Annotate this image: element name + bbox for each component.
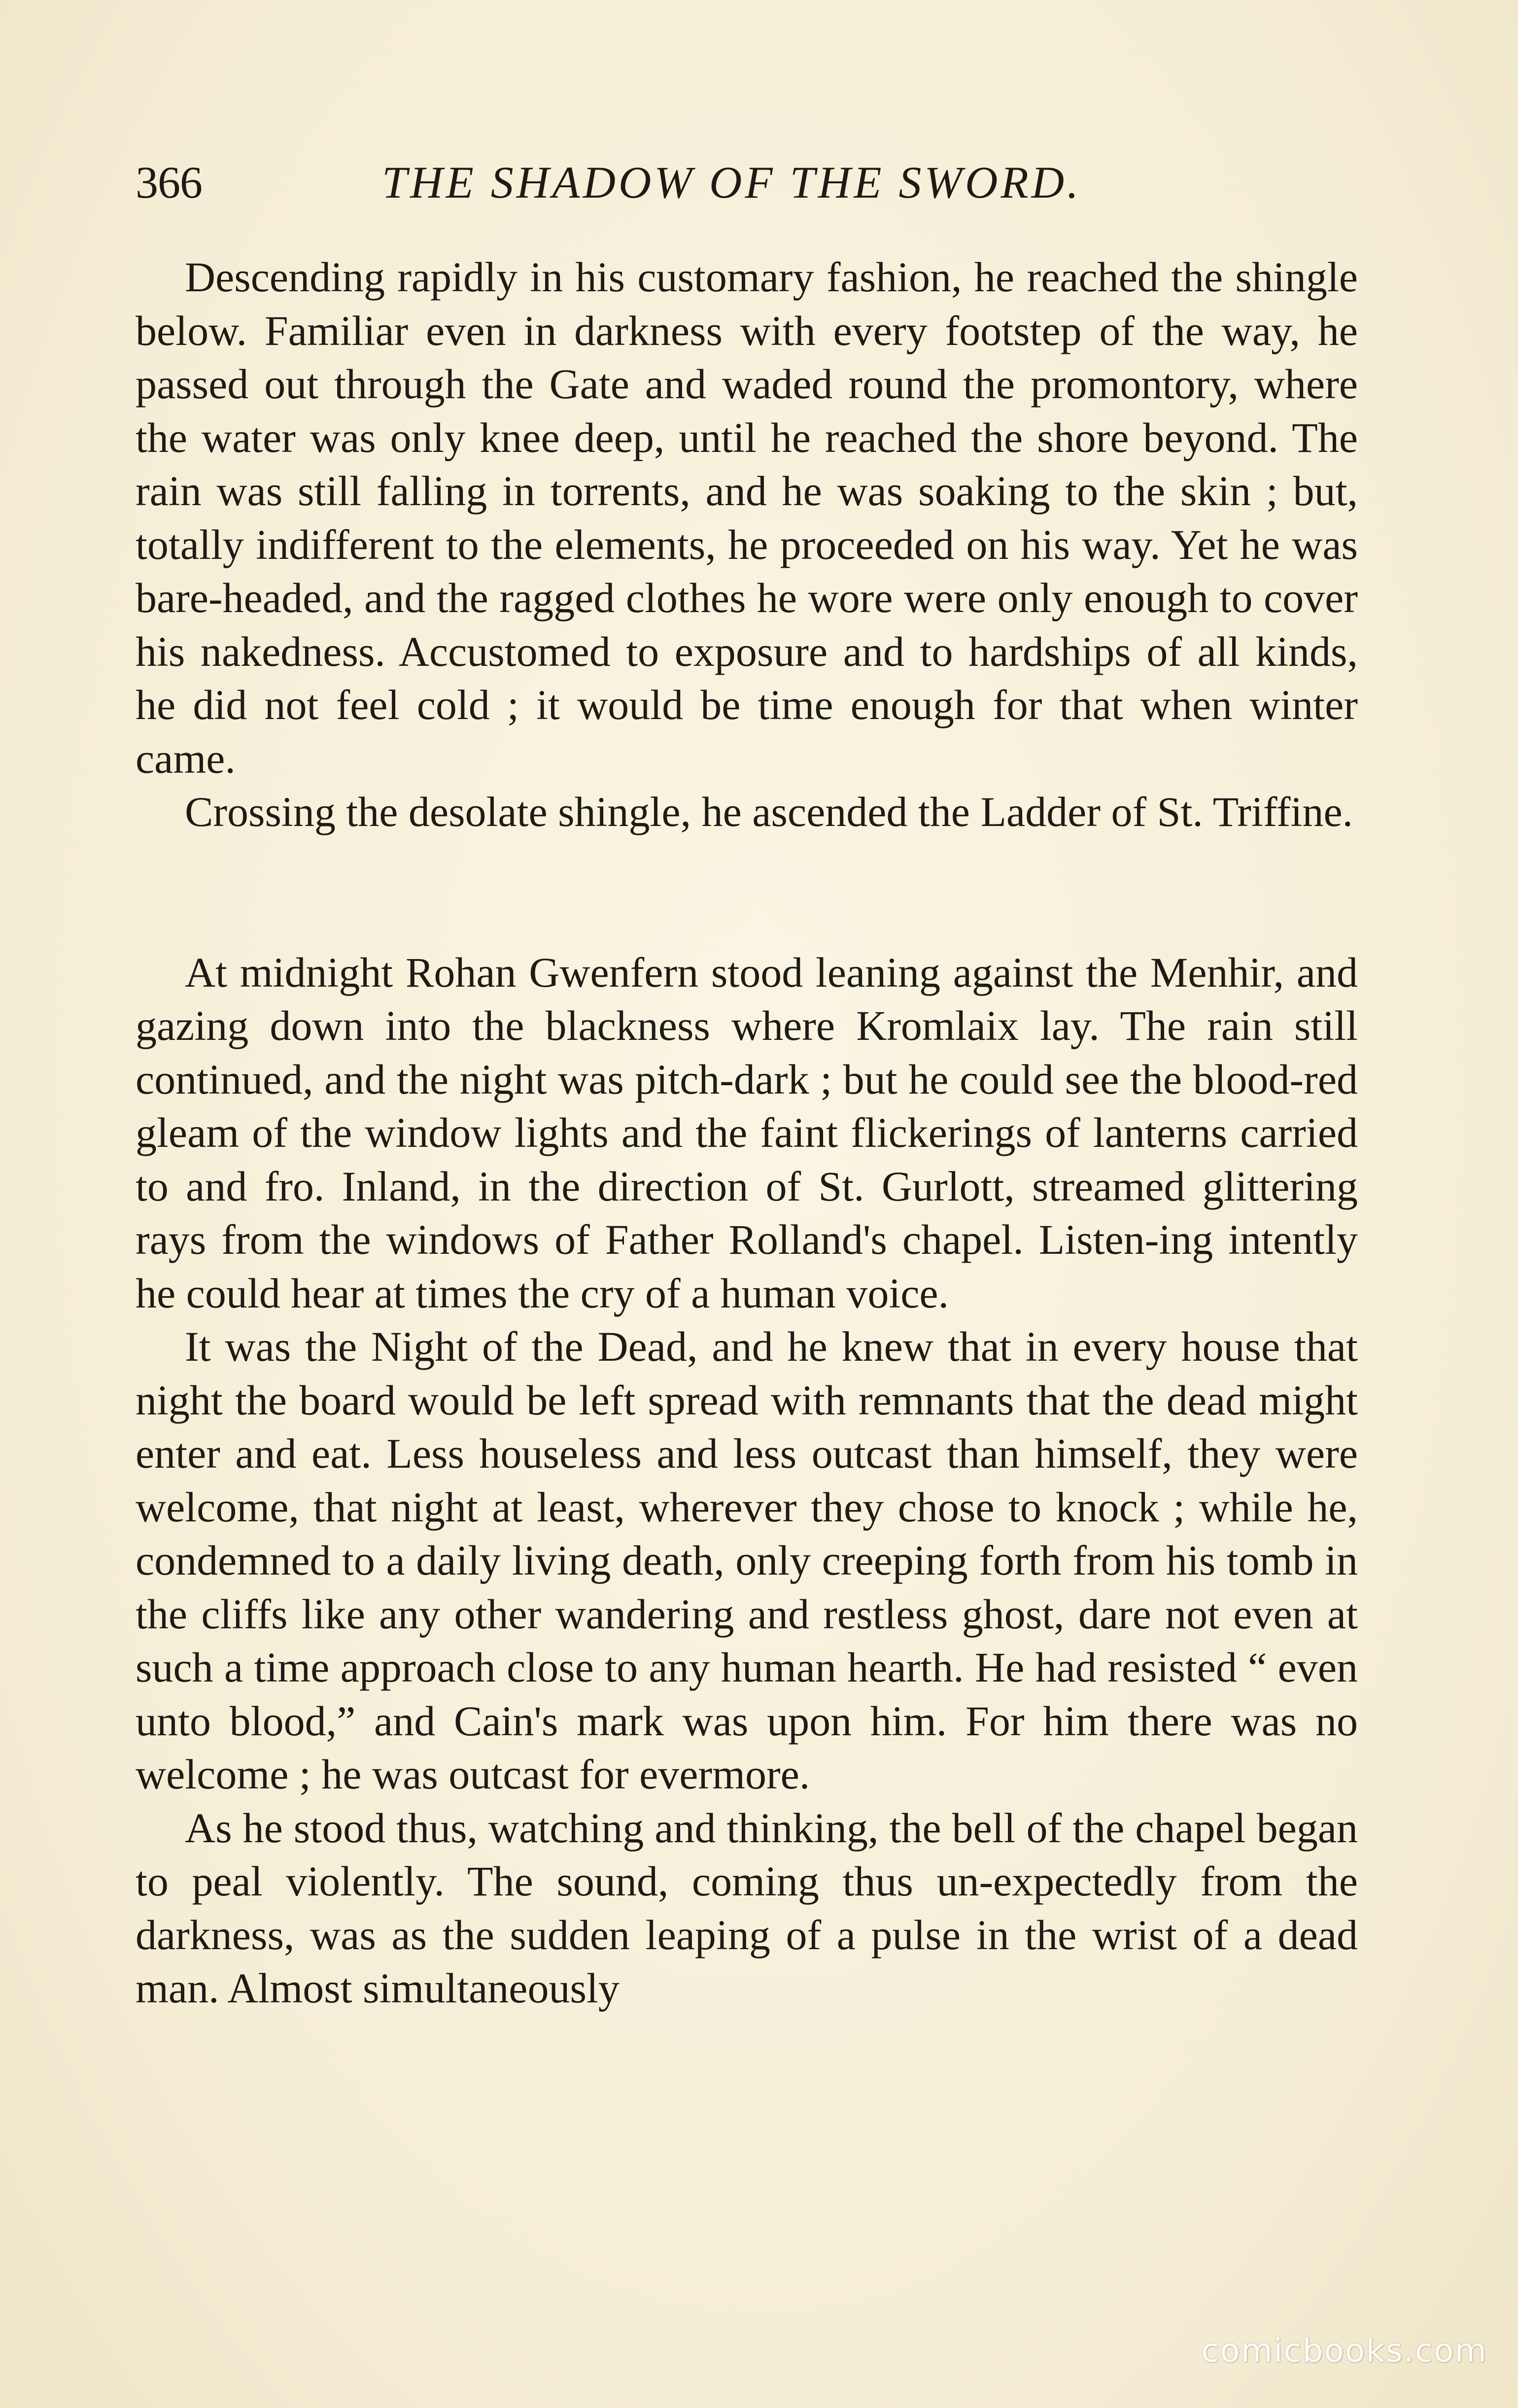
site-watermark: comicbooks.com [1201, 2332, 1487, 2370]
section-break [136, 839, 1358, 946]
running-title: THE SHADOW OF THE SWORD. [382, 157, 1082, 207]
paragraph-1: Descending rapidly in his customary fashion, he reached the shingle below. Familiar even in darkness with every footstep of the way, he passed out through the Gate and waded round the promontory, where the water was only knee deep, until he reached the shore beyond. The rain was still falling in torrents, and he was soaking to the skin ; but, totally indifferent to the elements, he proceeded on his way. Yet he was bare-headed, and the ragged clothes he wore were only enough to cover his nakedness. Accustomed to exposure and to hardships of all kinds, he did not feel cold ; it would be time enough for that when winter came. [136, 253, 1358, 782]
paragraph-2: Crossing the desolate shingle, he ascended the Ladder of St. Triffine. [185, 788, 1353, 835]
paragraph-5: As he stood thus, watching and thinking, the bell of the chapel began to peal violently. The sound, coming thus un-expectedly from the darkness, was as the sudden leaping of a pulse in the wrist of a dead man. Almost simultaneously [136, 1804, 1358, 2012]
page-header [136, 148, 1121, 217]
body-text [136, 250, 1358, 2015]
page-number: 366 [136, 157, 202, 207]
paragraph-4: It was the Night of the Dead, and he knew that in every house that night the board would be left spread with remnants that the dead might enter and eat. Less houseless and less outcast than himself, they were welcome, that night at least, wherever they chose to knock ; while he, condemned to a daily living death, only creeping forth from his tomb in the cliffs like any other wandering and restless ghost, dare not even at such a time approach close to any human hearth. He had resisted “ even unto blood,” and Cain's mark was upon him. For him there was no welcome ; he was outcast for evermore. [136, 1323, 1358, 1798]
paragraph-3: At midnight Rohan Gwenfern stood leaning against the Menhir, and gazing down into the blackness where Kromlaix lay. The rain still continued, and the night was pitch-dark ; but he could see the blood-red gleam of the window lights and the faint flickerings of lanterns carried to and fro. Inland, in the direction of St. Gurlott, streamed glittering rays from the windows of Father Rolland's chapel. Listen-ing intently he could hear at times the cry of a human voice. [136, 948, 1358, 1317]
